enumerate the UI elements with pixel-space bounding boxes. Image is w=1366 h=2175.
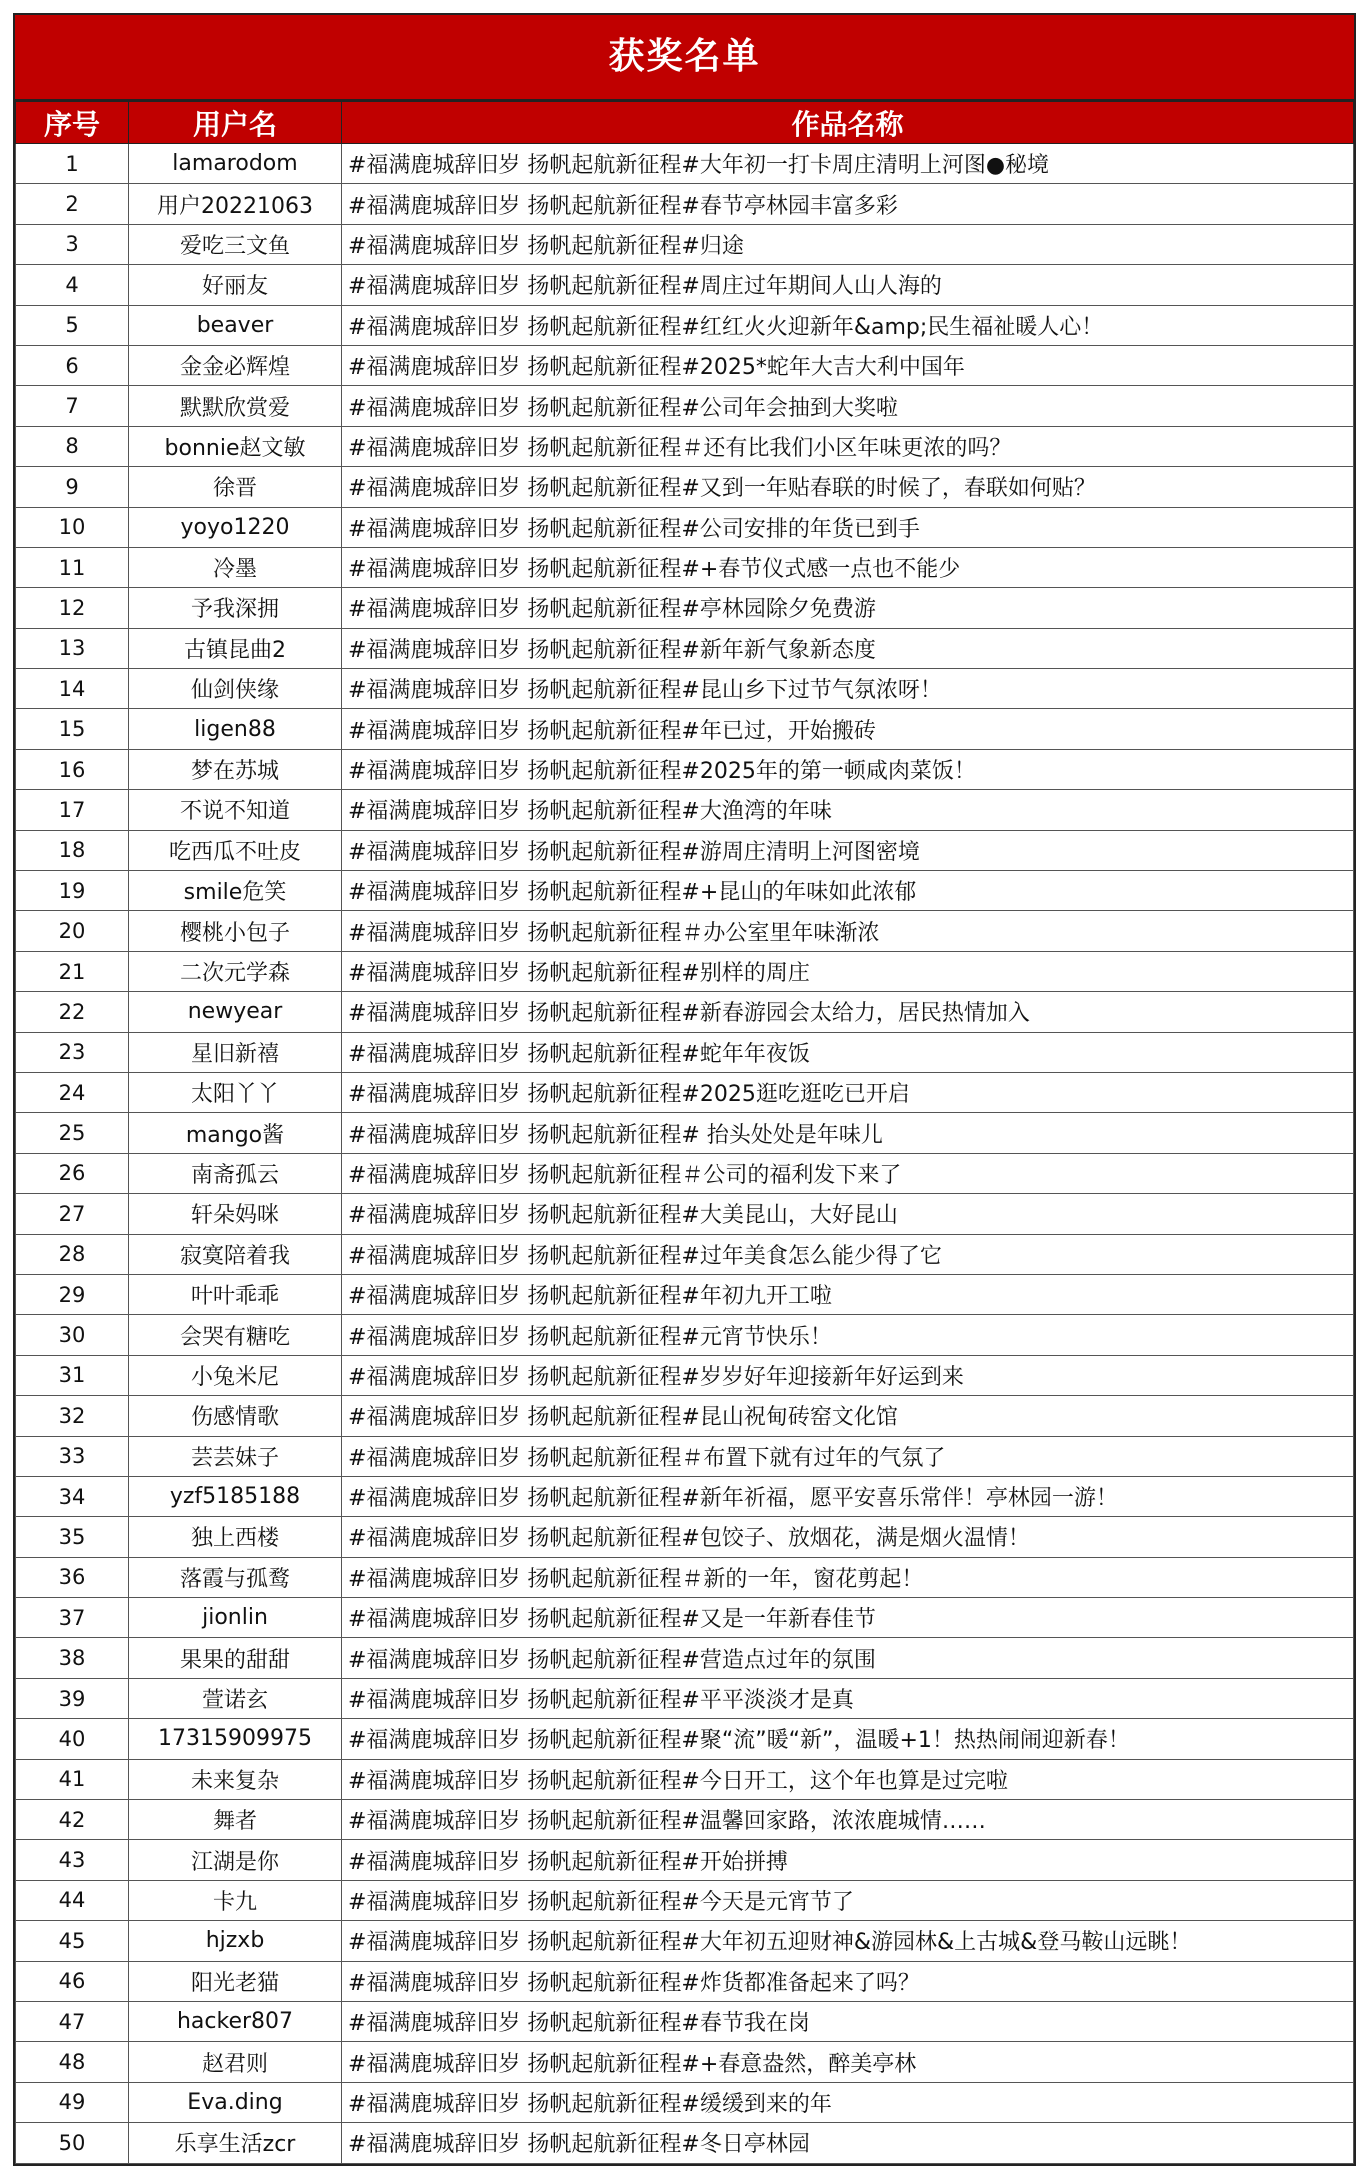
page-title: 获奖名单 <box>15 15 1354 101</box>
row-username: 芸芸妹子 <box>129 1436 342 1476</box>
table-row <box>16 1759 1354 1799</box>
table-row <box>16 2001 1354 2041</box>
row-index: 31 <box>16 1355 129 1395</box>
row-username: 轩朵妈咪 <box>129 1194 342 1234</box>
row-work-title: #福满鹿城辞旧岁 扬帆起航新征程#春节我在岗 <box>342 2001 1354 2041</box>
row-username: 好丽友 <box>129 265 342 305</box>
row-index: 22 <box>16 992 129 1032</box>
row-work-title: #福满鹿城辞旧岁 扬帆起航新征程#又到一年贴春联的时候了，春联如何贴？ <box>342 467 1354 507</box>
table-row <box>16 426 1354 466</box>
row-index: 29 <box>16 1274 129 1314</box>
row-work-title: #福满鹿城辞旧岁 扬帆起航新征程#新春游园会太给力，居民热情加入 <box>342 992 1354 1032</box>
row-username: 果果的甜甜 <box>129 1638 342 1678</box>
row-index: 37 <box>16 1598 129 1638</box>
row-work-title: #福满鹿城辞旧岁 扬帆起航新征程#年初九开工啦 <box>342 1274 1354 1314</box>
row-username: 乐享生活zcr <box>129 2123 342 2163</box>
row-work-title: #福满鹿城辞旧岁 扬帆起航新征程# 抬头处处是年味儿 <box>342 1113 1354 1153</box>
row-username: 落霞与孤鹜 <box>129 1557 342 1597</box>
row-username: 赵君则 <box>129 2042 342 2082</box>
row-username: newyear <box>129 992 342 1032</box>
winners-table <box>15 101 1354 2164</box>
row-username: yoyo1220 <box>129 507 342 547</box>
row-work-title: #福满鹿城辞旧岁 扬帆起航新征程#缓缓到来的年 <box>342 2082 1354 2122</box>
row-work-title: #福满鹿城辞旧岁 扬帆起航新征程#新年新气象新态度 <box>342 628 1354 668</box>
table-row <box>16 507 1354 547</box>
row-username: 吃西瓜不吐皮 <box>129 830 342 870</box>
row-username: 古镇昆曲2 <box>129 628 342 668</box>
row-index: 21 <box>16 951 129 991</box>
row-work-title: #福满鹿城辞旧岁 扬帆起航新征程#聚“流”暖“新”，温暖+1！热热闹闹迎新春！ <box>342 1719 1354 1759</box>
row-index: 40 <box>16 1719 129 1759</box>
row-index: 11 <box>16 547 129 587</box>
table-row <box>16 2042 1354 2082</box>
row-username: 卡九 <box>129 1880 342 1920</box>
row-work-title: #福满鹿城辞旧岁 扬帆起航新征程#岁岁好年迎接新年好运到来 <box>342 1355 1354 1395</box>
table-row <box>16 669 1354 709</box>
table-row <box>16 1476 1354 1516</box>
table-row <box>16 184 1354 224</box>
row-username: 二次元学森 <box>129 951 342 991</box>
row-index: 25 <box>16 1113 129 1153</box>
row-work-title: #福满鹿城辞旧岁 扬帆起航新征程#2025年的第一顿咸肉菜饭！ <box>342 749 1354 789</box>
row-work-title: #福满鹿城辞旧岁 扬帆起航新征程#平平淡淡才是真 <box>342 1678 1354 1718</box>
row-index: 8 <box>16 426 129 466</box>
table-row <box>16 1072 1354 1112</box>
table-row <box>16 951 1354 991</box>
row-work-title: #福满鹿城辞旧岁 扬帆起航新征程#别样的周庄 <box>342 951 1354 991</box>
row-index: 10 <box>16 507 129 547</box>
row-work-title: #福满鹿城辞旧岁 扬帆起航新征程#归途 <box>342 224 1354 264</box>
table-row <box>16 1961 1354 2001</box>
row-username: 17315909975 <box>129 1719 342 1759</box>
row-work-title: #福满鹿城辞旧岁 扬帆起航新征程#炸货都准备起来了吗？ <box>342 1961 1354 2001</box>
row-username: hacker807 <box>129 2001 342 2041</box>
table-row <box>16 1800 1354 1840</box>
row-username: 冷墨 <box>129 547 342 587</box>
table-row <box>16 144 1354 184</box>
table-row <box>16 467 1354 507</box>
row-index: 6 <box>16 345 129 385</box>
table-row <box>16 305 1354 345</box>
table-row <box>16 2123 1354 2163</box>
row-index: 36 <box>16 1557 129 1597</box>
table-body <box>16 144 1354 2164</box>
row-username: 未来复杂 <box>129 1759 342 1799</box>
row-username: 梦在苏城 <box>129 749 342 789</box>
row-work-title: #福满鹿城辞旧岁 扬帆起航新征程#红红火火迎新年&amp;民生福祉暖人心！ <box>342 305 1354 345</box>
table-row <box>16 1517 1354 1557</box>
row-index: 43 <box>16 1840 129 1880</box>
row-index: 13 <box>16 628 129 668</box>
row-work-title: #福满鹿城辞旧岁 扬帆起航新征程#+春意盎然，醉美亭林 <box>342 2042 1354 2082</box>
table-row <box>16 749 1354 789</box>
row-username: Eva.ding <box>129 2082 342 2122</box>
table-row <box>16 224 1354 264</box>
row-username: 独上西楼 <box>129 1517 342 1557</box>
row-index: 7 <box>16 386 129 426</box>
row-username: 南斋孤云 <box>129 1153 342 1193</box>
table-row <box>16 1557 1354 1597</box>
row-username: smile危笑 <box>129 871 342 911</box>
row-index: 4 <box>16 265 129 305</box>
row-username: 叶叶乖乖 <box>129 1274 342 1314</box>
row-work-title: #福满鹿城辞旧岁 扬帆起航新征程#昆山祝甸砖窑文化馆 <box>342 1396 1354 1436</box>
table-row <box>16 1194 1354 1234</box>
row-index: 15 <box>16 709 129 749</box>
row-work-title: #福满鹿城辞旧岁 扬帆起航新征程＃公司的福利发下来了 <box>342 1153 1354 1193</box>
row-work-title: #福满鹿城辞旧岁 扬帆起航新征程#新年祈福，愿平安喜乐常伴！亭林园一游！ <box>342 1476 1354 1516</box>
row-work-title: #福满鹿城辞旧岁 扬帆起航新征程#大年初一打卡周庄清明上河图●秘境 <box>342 144 1354 184</box>
row-work-title: #福满鹿城辞旧岁 扬帆起航新征程#公司年会抽到大奖啦 <box>342 386 1354 426</box>
row-index: 50 <box>16 2123 129 2163</box>
row-work-title: #福满鹿城辞旧岁 扬帆起航新征程#大渔湾的年味 <box>342 790 1354 830</box>
table-row <box>16 1315 1354 1355</box>
winners-list <box>13 13 1356 2166</box>
row-index: 18 <box>16 830 129 870</box>
row-work-title: #福满鹿城辞旧岁 扬帆起航新征程#包饺子、放烟花，满是烟火温情！ <box>342 1517 1354 1557</box>
table-row <box>16 1355 1354 1395</box>
row-index: 30 <box>16 1315 129 1355</box>
row-work-title: #福满鹿城辞旧岁 扬帆起航新征程#今天是元宵节了 <box>342 1880 1354 1920</box>
table-row <box>16 1032 1354 1072</box>
row-index: 27 <box>16 1194 129 1234</box>
row-index: 39 <box>16 1678 129 1718</box>
row-index: 23 <box>16 1032 129 1072</box>
row-index: 38 <box>16 1638 129 1678</box>
table-row <box>16 345 1354 385</box>
header-user: 用户名 <box>129 102 342 144</box>
row-work-title: #福满鹿城辞旧岁 扬帆起航新征程#春节亭林园丰富多彩 <box>342 184 1354 224</box>
table-row <box>16 1840 1354 1880</box>
row-index: 14 <box>16 669 129 709</box>
row-username: 默默欣赏爱 <box>129 386 342 426</box>
row-work-title: #福满鹿城辞旧岁 扬帆起航新征程#蛇年年夜饭 <box>342 1032 1354 1072</box>
row-username: 会哭有糖吃 <box>129 1315 342 1355</box>
table-row <box>16 1274 1354 1314</box>
row-index: 46 <box>16 1961 129 2001</box>
row-username: 阳光老猫 <box>129 1961 342 2001</box>
row-work-title: #福满鹿城辞旧岁 扬帆起航新征程#亭林园除夕免费游 <box>342 588 1354 628</box>
row-username: beaver <box>129 305 342 345</box>
row-work-title: #福满鹿城辞旧岁 扬帆起航新征程#+春节仪式感一点也不能少 <box>342 547 1354 587</box>
table-row <box>16 830 1354 870</box>
table-row <box>16 1113 1354 1153</box>
row-username: 不说不知道 <box>129 790 342 830</box>
table-row <box>16 588 1354 628</box>
row-work-title: #福满鹿城辞旧岁 扬帆起航新征程#开始拼搏 <box>342 1840 1354 1880</box>
row-username: 舞者 <box>129 1800 342 1840</box>
row-username: 用户20221063 <box>129 184 342 224</box>
row-index: 5 <box>16 305 129 345</box>
row-index: 12 <box>16 588 129 628</box>
row-index: 17 <box>16 790 129 830</box>
table-row <box>16 2082 1354 2122</box>
row-index: 45 <box>16 1921 129 1961</box>
row-index: 26 <box>16 1153 129 1193</box>
row-work-title: #福满鹿城辞旧岁 扬帆起航新征程#+昆山的年味如此浓郁 <box>342 871 1354 911</box>
row-username: 江湖是你 <box>129 1840 342 1880</box>
row-work-title: #福满鹿城辞旧岁 扬帆起航新征程#温馨回家路，浓浓鹿城情…… <box>342 1800 1354 1840</box>
row-username: 予我深拥 <box>129 588 342 628</box>
row-username: 太阳丫丫 <box>129 1072 342 1112</box>
row-index: 16 <box>16 749 129 789</box>
row-username: 小兔米尼 <box>129 1355 342 1395</box>
table-row <box>16 1153 1354 1193</box>
row-index: 3 <box>16 224 129 264</box>
row-index: 44 <box>16 1880 129 1920</box>
table-header-row <box>16 102 1354 144</box>
row-work-title: #福满鹿城辞旧岁 扬帆起航新征程#今日开工，这个年也算是过完啦 <box>342 1759 1354 1799</box>
row-username: jionlin <box>129 1598 342 1638</box>
row-work-title: #福满鹿城辞旧岁 扬帆起航新征程#元宵节快乐！ <box>342 1315 1354 1355</box>
row-work-title: #福满鹿城辞旧岁 扬帆起航新征程#过年美食怎么能少得了它 <box>342 1234 1354 1274</box>
row-index: 48 <box>16 2042 129 2082</box>
row-username: ligen88 <box>129 709 342 749</box>
row-work-title: #福满鹿城辞旧岁 扬帆起航新征程#又是一年新春佳节 <box>342 1598 1354 1638</box>
row-username: mango酱 <box>129 1113 342 1153</box>
row-username: 爱吃三文鱼 <box>129 224 342 264</box>
row-work-title: #福满鹿城辞旧岁 扬帆起航新征程＃还有比我们小区年味更浓的吗？ <box>342 426 1354 466</box>
table-row <box>16 628 1354 668</box>
row-work-title: #福满鹿城辞旧岁 扬帆起航新征程＃新的一年，窗花剪起！ <box>342 1557 1354 1597</box>
row-work-title: #福满鹿城辞旧岁 扬帆起航新征程#大年初五迎财神&游园林&上古城&登马鞍山远眺！ <box>342 1921 1354 1961</box>
row-index: 34 <box>16 1476 129 1516</box>
row-work-title: #福满鹿城辞旧岁 扬帆起航新征程#冬日亭林园 <box>342 2123 1354 2163</box>
row-index: 42 <box>16 1800 129 1840</box>
row-username: 萱诺玄 <box>129 1678 342 1718</box>
row-username: bonnie赵文敏 <box>129 426 342 466</box>
table-row <box>16 1880 1354 1920</box>
row-work-title: #福满鹿城辞旧岁 扬帆起航新征程＃布置下就有过年的气氛了 <box>342 1436 1354 1476</box>
table-row <box>16 547 1354 587</box>
table-row <box>16 1598 1354 1638</box>
row-username: 伤感情歌 <box>129 1396 342 1436</box>
row-username: 星旧新禧 <box>129 1032 342 1072</box>
row-index: 28 <box>16 1234 129 1274</box>
row-username: lamarodom <box>129 144 342 184</box>
row-work-title: #福满鹿城辞旧岁 扬帆起航新征程＃办公室里年味渐浓 <box>342 911 1354 951</box>
row-work-title: #福满鹿城辞旧岁 扬帆起航新征程#周庄过年期间人山人海的 <box>342 265 1354 305</box>
row-index: 2 <box>16 184 129 224</box>
row-username: 寂寞陪着我 <box>129 1234 342 1274</box>
row-username: 金金必辉煌 <box>129 345 342 385</box>
table-row <box>16 386 1354 426</box>
row-index: 41 <box>16 1759 129 1799</box>
row-work-title: #福满鹿城辞旧岁 扬帆起航新征程#2025*蛇年大吉大利中国年 <box>342 345 1354 385</box>
row-username: 仙剑侠缘 <box>129 669 342 709</box>
table-row <box>16 790 1354 830</box>
row-index: 49 <box>16 2082 129 2122</box>
table-row <box>16 1396 1354 1436</box>
row-index: 9 <box>16 467 129 507</box>
row-work-title: #福满鹿城辞旧岁 扬帆起航新征程#年已过，开始搬砖 <box>342 709 1354 749</box>
row-index: 1 <box>16 144 129 184</box>
table-row <box>16 709 1354 749</box>
row-index: 19 <box>16 871 129 911</box>
table-row <box>16 1638 1354 1678</box>
row-index: 33 <box>16 1436 129 1476</box>
table-row <box>16 1678 1354 1718</box>
row-work-title: #福满鹿城辞旧岁 扬帆起航新征程#大美昆山，大好昆山 <box>342 1194 1354 1234</box>
table-row <box>16 265 1354 305</box>
row-index: 24 <box>16 1072 129 1112</box>
table-row <box>16 911 1354 951</box>
header-index: 序号 <box>16 102 129 144</box>
row-work-title: #福满鹿城辞旧岁 扬帆起航新征程#公司安排的年货已到手 <box>342 507 1354 547</box>
row-username: 樱桃小包子 <box>129 911 342 951</box>
table-row <box>16 1719 1354 1759</box>
row-username: hjzxb <box>129 1921 342 1961</box>
row-index: 32 <box>16 1396 129 1436</box>
table-row <box>16 1234 1354 1274</box>
row-index: 20 <box>16 911 129 951</box>
row-work-title: #福满鹿城辞旧岁 扬帆起航新征程#2025逛吃逛吃已开启 <box>342 1072 1354 1112</box>
table-row <box>16 1921 1354 1961</box>
row-username: 徐晋 <box>129 467 342 507</box>
table-row <box>16 1436 1354 1476</box>
row-work-title: #福满鹿城辞旧岁 扬帆起航新征程#游周庄清明上河图密境 <box>342 830 1354 870</box>
row-work-title: #福满鹿城辞旧岁 扬帆起航新征程#昆山乡下过节气氛浓呀！ <box>342 669 1354 709</box>
row-index: 35 <box>16 1517 129 1557</box>
row-username: yzf5185188 <box>129 1476 342 1516</box>
table-row <box>16 871 1354 911</box>
row-work-title: #福满鹿城辞旧岁 扬帆起航新征程#营造点过年的氛围 <box>342 1638 1354 1678</box>
table-row <box>16 992 1354 1032</box>
header-work: 作品名称 <box>342 102 1354 144</box>
row-index: 47 <box>16 2001 129 2041</box>
